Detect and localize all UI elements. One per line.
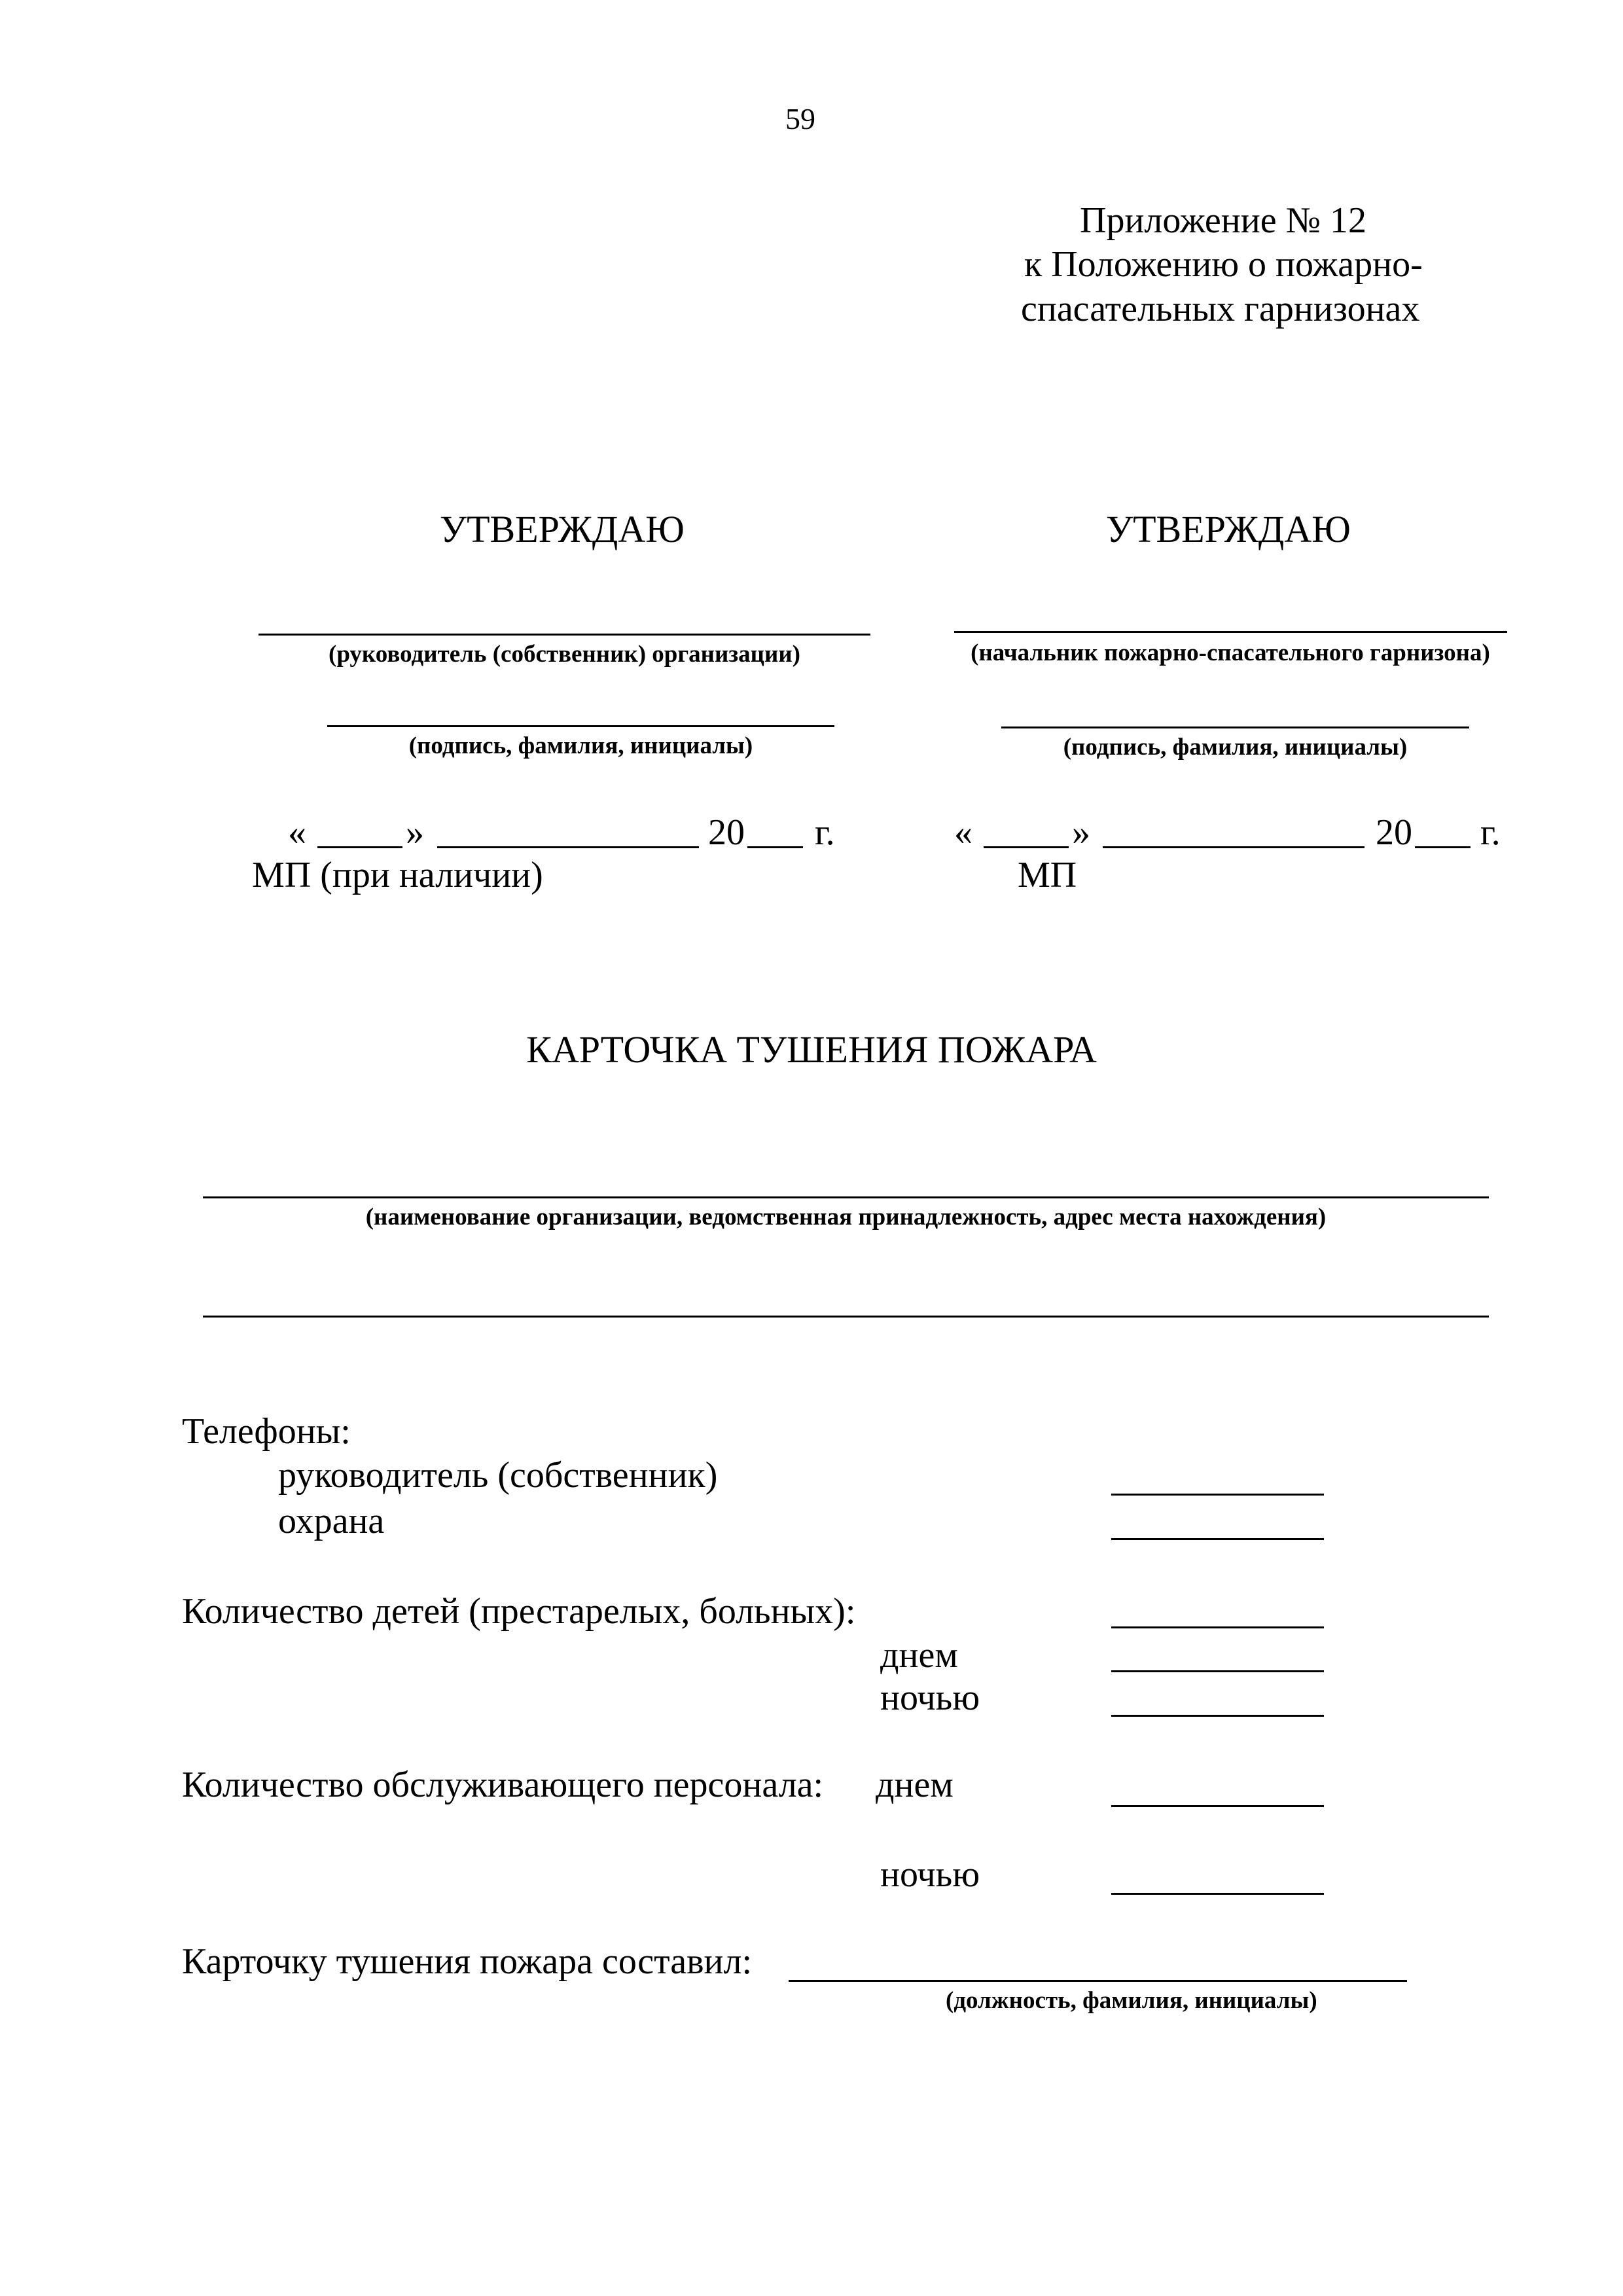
position-caption-right: (начальник пожарно-спасательного гарнизона): [971, 639, 1490, 666]
signature-line-left[interactable]: [327, 725, 834, 727]
signature-caption-right: (подпись, фамилия, инициалы): [1063, 734, 1408, 761]
position-caption-left: (руководитель (собственник) организации): [329, 641, 800, 668]
stamp-label-left: МП (при наличии): [252, 855, 543, 895]
children-night-field[interactable]: [1111, 1715, 1324, 1717]
year-suffix-right: г.: [1480, 812, 1501, 853]
staff-night-field[interactable]: [1111, 1893, 1324, 1895]
approve-heading-left: УТВЕРЖДАЮ: [440, 508, 685, 550]
children-night-label: ночью: [880, 1677, 980, 1718]
appendix-line-3: спасательных гарнизонах: [1021, 289, 1420, 329]
staff-night-label: ночью: [880, 1854, 980, 1895]
children-label: Количество детей (престарелых, больных):: [182, 1591, 856, 1632]
appendix-line-1: Приложение № 12: [1080, 200, 1366, 241]
year-suffix-left: г.: [815, 812, 835, 853]
phones-label: Телефоны:: [182, 1411, 351, 1452]
staff-day-field[interactable]: [1111, 1805, 1324, 1807]
date-open-quote-right: «: [954, 812, 972, 853]
position-line-right[interactable]: [954, 631, 1507, 633]
year-prefix-left: 20: [708, 812, 745, 853]
day-field-right[interactable]: [984, 846, 1069, 848]
organization-line[interactable]: [203, 1196, 1489, 1198]
organization-line-2[interactable]: [203, 1316, 1489, 1318]
year-field-right[interactable]: [1415, 846, 1471, 848]
children-day-label: днем: [880, 1635, 958, 1676]
date-open-quote-left: «: [288, 812, 306, 853]
year-prefix-right: 20: [1376, 812, 1412, 853]
month-field-right[interactable]: [1103, 846, 1364, 848]
form-title: КАРТОЧКА ТУШЕНИЯ ПОЖАРА: [526, 1028, 1097, 1071]
staff-day-label: днем: [876, 1765, 954, 1805]
compiled-label: Карточку тушения пожара составил:: [182, 1941, 753, 1982]
organization-caption: (наименование организации, ведомственная принадлежность, адрес места нахождения): [365, 1204, 1327, 1230]
year-field-left[interactable]: [747, 846, 803, 848]
children-total-field[interactable]: [1111, 1626, 1324, 1628]
phone-owner-label: руководитель (собственник): [278, 1455, 718, 1496]
approve-heading-right: УТВЕРЖДАЮ: [1106, 508, 1351, 550]
phone-security-field[interactable]: [1111, 1538, 1324, 1540]
date-close-quote-left: »: [406, 812, 424, 853]
children-day-field[interactable]: [1111, 1670, 1324, 1672]
signature-caption-left: (подпись, фамилия, инициалы): [408, 732, 753, 759]
date-close-quote-right: »: [1072, 812, 1090, 853]
page-number: 59: [785, 102, 815, 135]
staff-label: Количество обслуживающего персонала:: [182, 1765, 824, 1805]
compiled-field[interactable]: [789, 1980, 1407, 1982]
phone-security-label: охрана: [278, 1501, 385, 1541]
month-field-left[interactable]: [437, 846, 699, 848]
compiled-caption: (должность, фамилия, инициалы): [946, 1987, 1317, 2014]
stamp-label-right: МП: [1018, 855, 1077, 895]
phone-owner-field[interactable]: [1111, 1494, 1324, 1496]
day-field-left[interactable]: [317, 846, 402, 848]
position-line-left[interactable]: [259, 634, 870, 636]
appendix-line-2: к Положению о пожарно-: [1024, 244, 1423, 285]
signature-line-right[interactable]: [1001, 726, 1469, 728]
